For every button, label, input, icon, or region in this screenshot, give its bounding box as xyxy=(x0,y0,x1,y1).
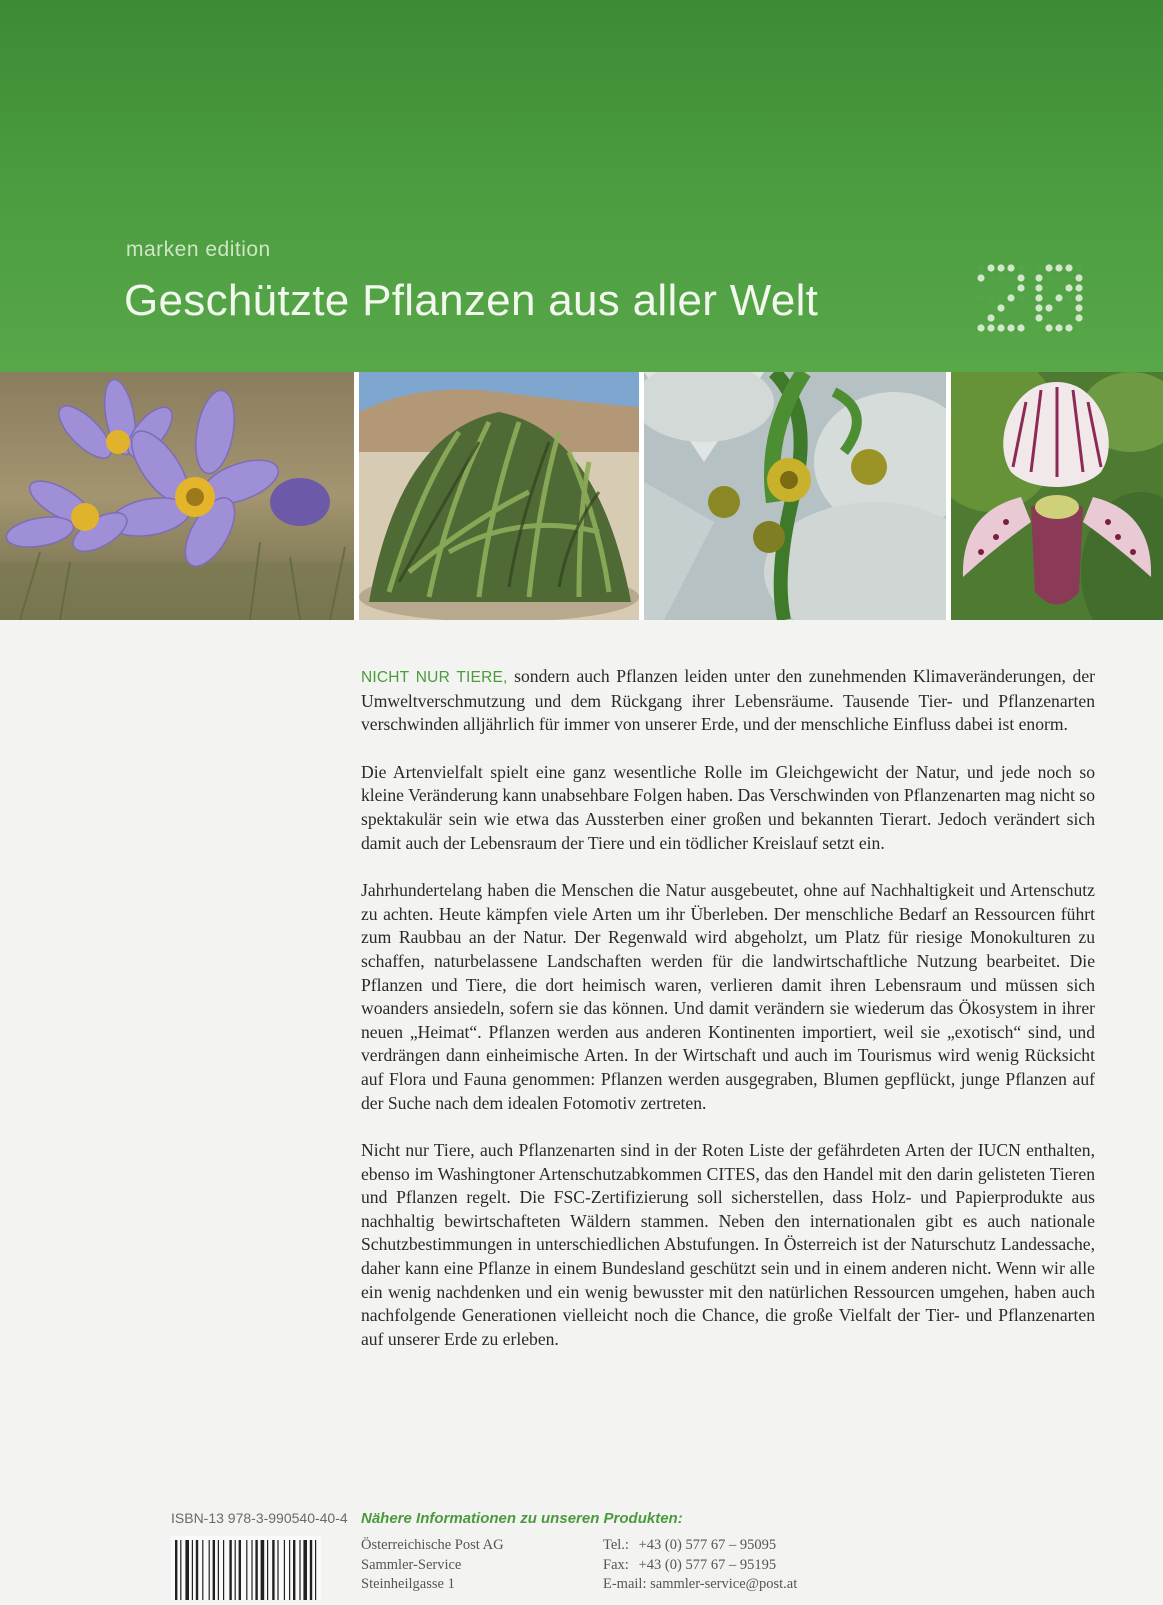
issue-number-dot xyxy=(1007,314,1014,321)
issue-number-dot xyxy=(1007,284,1014,291)
issue-number-dot xyxy=(987,304,994,311)
barcode-bar xyxy=(209,1540,210,1600)
address-street: Steinheilgasse 1 xyxy=(361,1576,455,1592)
barcode-bar xyxy=(239,1540,241,1600)
issue-number-dot xyxy=(977,264,984,271)
issue-number-dot xyxy=(1045,304,1052,311)
issue-number-dot xyxy=(977,294,984,301)
issue-number-dot xyxy=(997,304,1004,311)
info-heading: Nähere Informationen zu unseren Produkten: xyxy=(361,1510,683,1527)
issue-number-dot xyxy=(1045,284,1052,291)
barcode-bar xyxy=(289,1540,290,1600)
tel-label: Tel.: xyxy=(603,1537,629,1553)
issue-number-dot xyxy=(997,314,1004,321)
issue-number-dot xyxy=(1035,264,1042,271)
issue-number-dot xyxy=(1075,294,1082,301)
tel-value: +43 (0) 577 67 – 95095 xyxy=(638,1537,777,1553)
body-text xyxy=(361,665,1095,1375)
issue-number-dot xyxy=(1065,304,1072,311)
issue-number-dot xyxy=(1065,264,1072,271)
barcode-bar xyxy=(303,1540,307,1600)
barcode-bar xyxy=(180,1540,181,1600)
issue-number-dot xyxy=(987,324,994,331)
contact-fax xyxy=(603,1556,797,1576)
issue-number-dot xyxy=(1065,294,1072,301)
barcode-bar xyxy=(255,1540,257,1600)
contact-tel xyxy=(603,1536,797,1556)
issue-number-dot xyxy=(1007,324,1014,331)
issue-number-dot xyxy=(1017,264,1024,271)
issue-number-dot xyxy=(1045,274,1052,281)
issue-number-dot xyxy=(1075,264,1082,271)
issue-number-dots xyxy=(972,260,1092,340)
issue-number-dot xyxy=(1045,314,1052,321)
issue-number-dot xyxy=(997,264,1004,271)
barcode-bar xyxy=(192,1540,193,1600)
address-company: Österreichische Post AG xyxy=(361,1537,504,1553)
issue-number-dot xyxy=(977,274,984,281)
barcode-bar xyxy=(218,1540,219,1600)
issue-number-dot xyxy=(997,274,1004,281)
issue-number-dot xyxy=(1045,264,1052,271)
issue-number-dot xyxy=(987,274,994,281)
issue-number-dot xyxy=(1045,324,1052,331)
issue-number-dot xyxy=(987,284,994,291)
issue-number-dot xyxy=(977,314,984,321)
barcode-bar xyxy=(284,1540,285,1600)
water-lily-photo xyxy=(644,372,946,620)
issue-number xyxy=(972,260,1092,340)
paragraph-1 xyxy=(361,665,1095,737)
barcode-bar xyxy=(251,1540,252,1600)
issue-number-dot xyxy=(1065,314,1072,321)
issue-number-dot xyxy=(1055,274,1062,281)
barcode-bar xyxy=(277,1540,278,1600)
welwitschia-photo xyxy=(359,372,639,620)
issue-number-dot xyxy=(997,294,1004,301)
issue-number-dot xyxy=(1045,294,1052,301)
issue-number-dot xyxy=(977,304,984,311)
series-label: marken edition xyxy=(126,238,271,261)
isbn: ISBN-13 978-3-990540-40-4 xyxy=(171,1510,348,1526)
paragraph-1-text: sondern auch Pflanzen leiden unter den zunehmenden Klimaveränderungen, der Umweltverschmutzung und dem Rückgang ihrer Lebensräume. Tausende Tier- und Pflanzenarten verschwinden alljährlich für immer von unserer Erde, und der menschliche Einfluss dabei ist enorm. xyxy=(361,666,1096,735)
paragraph-4: Nicht nur Tiere, auch Pflanzenarten sind in der Roten Liste der gefährdeten Arten der IUCN enthalten, ebenso im Washingtoner Artenschutzabkommen CITES, das den Handel mit den darin gelisteten Tieren und Pflanzen regelt. Die FSC-Zertifizierung soll sicherstellen, dass Holz- und Papierprodukte aus nachhaltig bewirtschafteten Wäldern stammen. Neben den internationalen gibt es auch nationale Schutzbestimmungen in unterschiedlichen Abstufungen. In Österreich ist der Naturschutz Landessache, daher kann eine Pflanze in einem Bundesland geschützt sein und in einem anderen nicht. Wenn wir alle ein wenig nachdenken und ein wenig bewusster mit den natürlichen Ressourcen umgehen, haben auch nachfolgende Generationen vielleicht noch die Chance, die große Vielfalt der Tier- und Pflanzenarten auf unserer Erde zu erleben. xyxy=(361,1140,1095,1349)
lead-heading: NICHT NUR TIERE, xyxy=(361,669,508,686)
issue-number-dot xyxy=(1055,304,1062,311)
issue-number-dot xyxy=(1075,314,1082,321)
issue-number-dot xyxy=(1007,264,1014,271)
barcode-bar xyxy=(261,1540,265,1600)
issue-number-dot xyxy=(977,324,984,331)
barcode-bar xyxy=(196,1540,198,1600)
issue-number-dot xyxy=(1035,324,1042,331)
issue-number-dot xyxy=(1007,294,1014,301)
issue-number-dot xyxy=(997,284,1004,291)
issue-number-dot xyxy=(987,264,994,271)
barcode-bar xyxy=(229,1540,231,1600)
issue-number-dot xyxy=(1075,274,1082,281)
paragraph-2: Die Artenvielfalt spielt eine ganz wesentliche Rolle im Gleichgewicht der Natur, und jede noch so kleine Veränderung kann unabsehbare Folgen haben. Das Verschwinden von Pflanzenarten mag nicht so spektakulär sein wie etwa das Aussterben einer großen und bekannten Tierart. Jedoch verändert sich damit auch der Lebensraum der Tiere und ein tödlicher Kreislauf setzt ein. xyxy=(361,761,1095,853)
issue-number-dot xyxy=(1017,314,1024,321)
issue-number-dot xyxy=(1017,284,1024,291)
issue-number-dot xyxy=(997,324,1004,331)
issue-number-dot xyxy=(1065,284,1072,291)
address-block xyxy=(361,1536,504,1595)
issue-number-dot xyxy=(1055,324,1062,331)
barcode-bar xyxy=(299,1540,300,1600)
issue-number-dot xyxy=(1017,324,1024,331)
paragraph-3: Jahrhundertelang haben die Menschen die Natur ausgebeutet, ohne auf Nachhaltigkeit und Artenschutz zu achten. Heute kämpfen viele Arten um ihr Überleben. Der menschliche Bedarf an Ressourcen führt zum Raubbau an der Natur. Der Regenwald wird abgeholzt, um Platz für riesige Monokulturen zu schaffen, naturbelassene Landschaften werden für die landwirtschaftliche Nutzung bearbeitet. Die Pflanzen und Tiere, die dort heimisch waren, verlieren damit ihren Lebensraum und müssen sich woanders ansiedeln, sofern sie das können. Und damit verändern sie wiederum das Ökosystem in ihrer neuen „Heimat“. Pflanzen werden aus anderen Kontinenten importiert, weil sie „exotisch“ sind, und verdrängen dann einheimische Arten. In der Wirtschaft und auch im Tourismus wird wenig Rücksicht auf Flora und Fauna genommen: Pflanzen werden ausgegraben, Blumen gepflückt, junge Pflanzen auf der Suche nach dem idealen Fotomotiv zertreten. xyxy=(361,880,1095,1113)
issue-number-dot xyxy=(1055,294,1062,301)
issue-number-dot xyxy=(987,314,994,321)
photo-strip xyxy=(0,372,1163,620)
barcode-bar xyxy=(272,1540,274,1600)
issue-number-dot xyxy=(1035,274,1042,281)
issue-number-dot xyxy=(1065,324,1072,331)
issue-number-dot xyxy=(1055,264,1062,271)
issue-number-dot xyxy=(1017,304,1024,311)
orchid-photo xyxy=(951,372,1163,620)
email-label: E-mail: xyxy=(603,1576,647,1592)
issue-number-dot xyxy=(1007,274,1014,281)
barcode-graphic xyxy=(171,1536,321,1600)
fax-value: +43 (0) 577 67 – 95195 xyxy=(638,1556,777,1573)
issue-number-dot xyxy=(1055,314,1062,321)
barcode-bar xyxy=(235,1540,236,1600)
issue-number-dot xyxy=(1035,294,1042,301)
barcode-bar xyxy=(185,1540,189,1600)
barcode-bar xyxy=(315,1540,316,1600)
barcode-bar xyxy=(175,1540,177,1600)
issue-number-dot xyxy=(1035,314,1042,321)
barcode-bar xyxy=(246,1540,247,1600)
barcode-background xyxy=(171,1536,321,1600)
issue-number-dot xyxy=(1035,284,1042,291)
barcode-bar xyxy=(213,1540,215,1600)
contact-block xyxy=(603,1536,797,1595)
issue-number-dot xyxy=(1017,274,1024,281)
issue-number-dot xyxy=(1035,304,1042,311)
issue-number-dot xyxy=(1055,284,1062,291)
address-department: Sammler-Service xyxy=(361,1556,462,1573)
issue-number-dot xyxy=(1075,304,1082,311)
barcode xyxy=(171,1536,321,1600)
issue-number-dot xyxy=(1065,274,1072,281)
issue-number-dot xyxy=(977,284,984,291)
issue-number-dot xyxy=(1075,284,1082,291)
email-value[interactable]: sammler-service@post.at xyxy=(650,1576,798,1592)
issue-number-dot xyxy=(1017,294,1024,301)
fax-label: Fax: xyxy=(603,1556,629,1573)
barcode-bar xyxy=(223,1540,224,1600)
issue-number-dot xyxy=(1007,304,1014,311)
barcode-bar xyxy=(267,1540,268,1600)
issue-number-dot xyxy=(1075,324,1082,331)
barcode-bar xyxy=(293,1540,295,1600)
page-title: Geschützte Pflanzen aus aller Welt xyxy=(124,276,819,325)
issue-number-dot xyxy=(987,294,994,301)
contact-email xyxy=(603,1575,797,1595)
cover-header xyxy=(0,0,1163,372)
barcode-bar xyxy=(202,1540,203,1600)
barcode-bar xyxy=(310,1540,312,1600)
pasque-flower-photo xyxy=(0,372,354,620)
